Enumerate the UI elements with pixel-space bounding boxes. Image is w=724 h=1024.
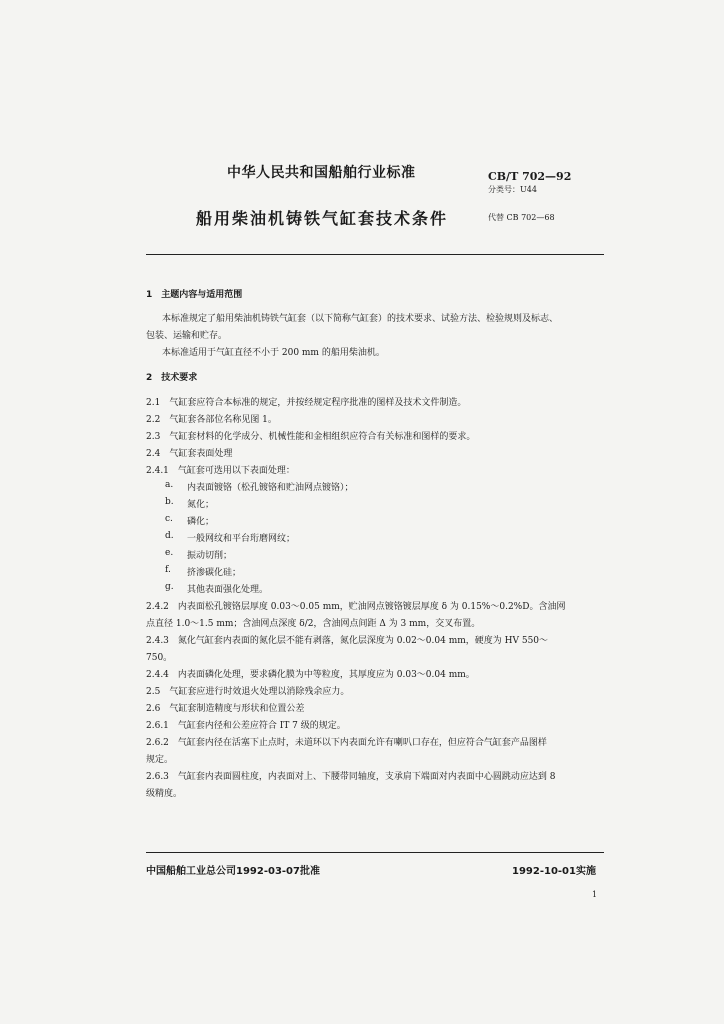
replaces-standard: 代替 CB 702—68	[488, 213, 555, 222]
list-item-text: 振动切削；	[187, 551, 233, 561]
section-1-para-2: 本标准适用于气缸直径不小于 200 mm 的船用柴油机。	[162, 348, 385, 358]
clause-2-6-3-line-2: 级精度。	[146, 789, 183, 799]
list-item-letter: b.	[165, 497, 174, 507]
list-item-text: 挤渗碳化硅；	[187, 568, 242, 578]
list-item-letter: c.	[165, 514, 173, 524]
clause-2-6-1: 2.6.1 气缸套内径和公差应符合 IT 7 级的规定。	[146, 721, 346, 731]
footer-divider	[146, 852, 604, 853]
clause-2-4: 2.4 气缸套表面处理	[146, 449, 233, 459]
implementation-date: 1992-10-01实施	[512, 866, 596, 877]
clause-2-6-2-line-1: 2.6.2 气缸套内径在活塞下止点时，未道环以下内表面允许有喇叭口存在，但应符合气缸套产品图样	[146, 738, 547, 748]
section-1-para-1-line-1: 本标准规定了船用柴油机铸铁气缸套（以下简称气缸套）的技术要求、试验方法、检验规则及标志、	[162, 314, 559, 324]
list-item-text: 氮化；	[187, 500, 215, 510]
section-1-heading: 1 主题内容与适用范围	[146, 290, 243, 300]
clause-2-4-1: 2.4.1 气缸套可选用以下表面处理：	[146, 466, 295, 476]
issuing-authority-title: 中华人民共和国船舶行业标准	[227, 165, 416, 181]
list-item-text: 磷化；	[187, 517, 215, 527]
clause-2-6-3-line-1: 2.6.3 气缸套内表面圆柱度，内表面对上、下腰带同轴度，支承肩下端面对内表面中心圆跳动应达到 8	[146, 772, 556, 782]
clause-2-4-4: 2.4.4 内表面磷化处理，要求磷化膜为中等粒度，其厚度应为 0.03～0.04 mm。	[146, 670, 475, 680]
clause-2-4-3-line-1: 2.4.3 氮化气缸套内表面的氮化层不能有剥落，氮化层深度为 0.02～0.04 mm，硬度为 HV 550～	[146, 636, 549, 646]
list-item-letter: a.	[165, 480, 174, 490]
clause-2-4-3-line-2: 750。	[146, 653, 173, 663]
section-1-para-1-line-2: 包装、运输和贮存。	[146, 331, 228, 341]
list-item-letter: d.	[165, 531, 174, 541]
clause-2-4-2-line-2: 点直径 1.0～1.5 mm；含油网点深度 δ/2，含油网点间距 Δ 为 3 mm，交叉布置。	[146, 619, 481, 629]
standard-number: CB/T 702—92	[488, 170, 572, 183]
classification-number: 分类号：U44	[488, 185, 537, 194]
standard-title: 船用柴油机铸铁气缸套技术条件	[196, 209, 449, 228]
header-divider	[146, 254, 604, 255]
list-item-letter: e.	[165, 548, 174, 558]
clause-2-5: 2.5 气缸套应进行时效退火处理以消除残余应力。	[146, 687, 350, 697]
page-number: 1	[592, 890, 598, 899]
clause-2-2: 2.2 气缸套各部位名称见图 1。	[146, 415, 277, 425]
list-item-text: 内表面镀铬（松孔镀铬和贮油网点镀铬）；	[187, 483, 354, 493]
list-item-text: 其他表面强化处理。	[187, 585, 269, 595]
clause-2-6-2-line-2: 规定。	[146, 755, 174, 765]
section-2-heading: 2 技术要求	[146, 373, 198, 383]
list-item-letter: g.	[165, 582, 174, 592]
list-item-letter: f.	[165, 565, 171, 575]
approval-line: 中国船舶工业总公司1992-03-07批准	[146, 866, 320, 877]
clause-2-3: 2.3 气缸套材料的化学成分、机械性能和金相组织应符合有关标准和图样的要求。	[146, 432, 476, 442]
clause-2-6: 2.6 气缸套制造精度与形状和位置公差	[146, 704, 305, 714]
list-item-text: 一般网纹和平台珩磨网纹；	[187, 534, 296, 544]
clause-2-4-2-line-1: 2.4.2 内表面松孔镀铬层厚度 0.03～0.05 mm，贮油网点镀铬镀层厚度 δ 为 0.15%～0.2%D。含油网	[146, 602, 566, 612]
clause-2-1: 2.1 气缸套应符合本标准的规定，并按经规定程序批准的图样及技术文件制造。	[146, 398, 467, 408]
